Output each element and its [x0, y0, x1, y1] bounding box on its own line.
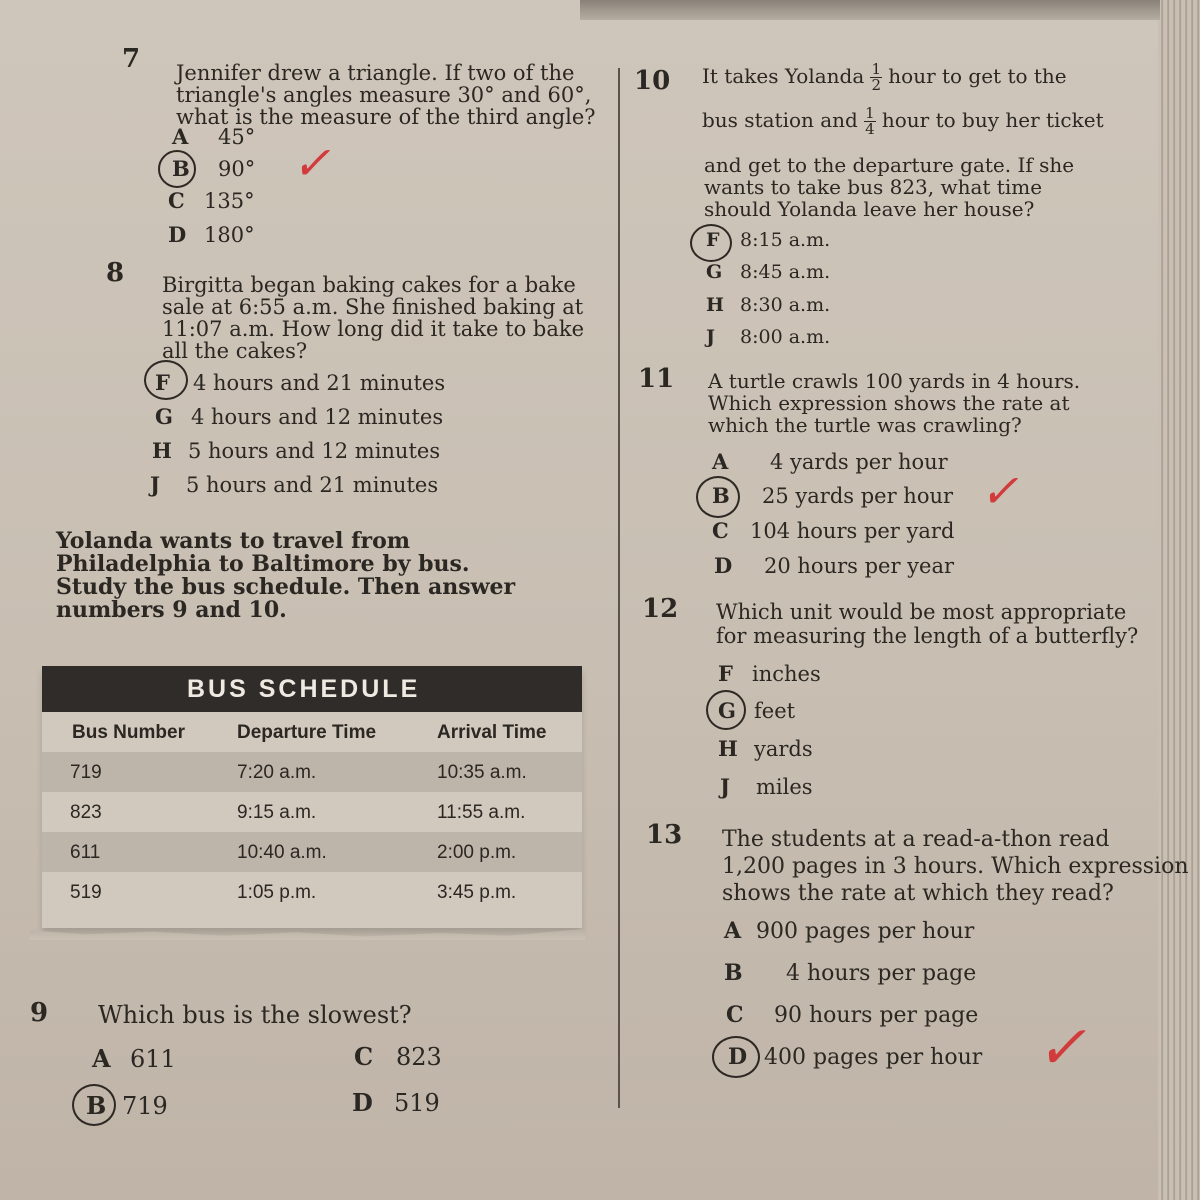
question-10-number: 10	[634, 66, 671, 96]
q8-option-g[interactable]: G 4 hours and 12 minutes	[155, 404, 444, 429]
question-12-stem: Which unit would be most appropriate for measuring the length of a butterfly?	[716, 600, 1139, 648]
table-header-row	[42, 712, 582, 752]
page-top-shadow	[580, 0, 1160, 20]
q9-option-d[interactable]: D 519	[352, 1088, 440, 1117]
q7-option-c[interactable]: C 135°	[168, 188, 255, 213]
question-10-stem-line1: It takes Yolanda $\frac{1}{2}$ hour to get to the	[702, 60, 1067, 94]
q7-checkmark-icon: ✓	[292, 136, 331, 190]
q11-option-d[interactable]: D 20 hours per year	[714, 553, 955, 578]
q13-checkmark-icon: ✓	[1036, 1013, 1087, 1083]
question-11-number: 11	[638, 364, 675, 394]
header-departure-time: Departure Time	[237, 722, 377, 743]
question-10-stem-line2: bus station and $\frac{1}{4}$ hour to buy her ticket	[702, 104, 1104, 138]
question-13-number: 13	[646, 820, 683, 850]
book-page-edges	[1158, 0, 1200, 1200]
cell-bus-number: 719	[70, 762, 102, 783]
cell-arrival: 10:35 a.m.	[437, 762, 527, 783]
column-divider	[618, 68, 620, 1108]
cell-arrival: 2:00 p.m.	[437, 842, 517, 863]
q13-option-d[interactable]: D 400 pages per hour	[728, 1044, 983, 1070]
table-row	[42, 752, 582, 792]
q7-answer-circle	[158, 150, 196, 188]
q8-option-f[interactable]: F 4 hours and 21 minutes	[155, 370, 446, 395]
q10-option-g[interactable]: G 8:45 a.m.	[706, 261, 831, 283]
q9-option-b[interactable]: B 719	[86, 1091, 168, 1120]
header-arrival-time: Arrival Time	[437, 722, 547, 743]
q8-option-j[interactable]: J 5 hours and 21 minutes	[150, 472, 439, 497]
table-row	[42, 832, 582, 872]
q8-option-h[interactable]: H 5 hours and 12 minutes	[152, 438, 441, 463]
q13-option-a[interactable]: A 900 pages per hour	[724, 918, 975, 944]
table-row	[42, 872, 582, 912]
cell-bus-number: 519	[70, 882, 102, 903]
bus-schedule-title: BUS SCHEDULE	[42, 666, 582, 712]
cell-departure: 10:40 a.m.	[237, 842, 327, 863]
question-12-number: 12	[642, 594, 679, 624]
question-9-stem: Which bus is the slowest?	[98, 1001, 412, 1029]
question-11-stem: A turtle crawls 100 yards in 4 hours. Which expression shows the rate at which the turtle was crawling?	[708, 369, 1081, 437]
q12-option-f[interactable]: F inches	[718, 661, 821, 686]
q13-option-b[interactable]: B 4 hours per page	[724, 960, 977, 986]
q13-option-c[interactable]: C 90 hours per page	[726, 1002, 979, 1028]
q9-option-c[interactable]: C 823	[354, 1042, 442, 1071]
q12-option-g[interactable]: G feet	[718, 698, 796, 723]
cell-departure: 1:05 p.m.	[237, 882, 317, 903]
q9-option-a[interactable]: A 611	[92, 1044, 176, 1073]
q10-option-j[interactable]: J 8:00 a.m.	[706, 326, 831, 348]
q10-option-f[interactable]: F 8:15 a.m.	[706, 229, 831, 251]
q12-option-h[interactable]: H yards	[718, 736, 813, 761]
fraction-one-half: $\frac{1}{2}$	[871, 60, 882, 94]
cell-arrival: 11:55 a.m.	[437, 802, 526, 823]
q11-option-c[interactable]: C 104 hours per yard	[712, 518, 955, 543]
cell-arrival: 3:45 p.m.	[437, 882, 517, 903]
question-8-stem: Birgitta began baking cakes for a bake sale at 6:55 a.m. She finished baking at 11:07 a.m. How long did it take to bake all the cakes?	[162, 273, 585, 363]
question-13-stem: The students at a read-a-thon read 1,200 pages in 3 hours. Which expression shows the rate at which they read?	[722, 827, 1189, 906]
fraction-one-quarter: $\frac{1}{4}$	[865, 104, 875, 138]
question-9-number: 9	[30, 998, 49, 1028]
question-8-number: 8	[106, 258, 125, 288]
q11-option-a[interactable]: A 4 yards per hour	[712, 449, 948, 474]
cell-bus-number: 611	[70, 842, 101, 863]
q11-checkmark-icon: ✓	[980, 464, 1019, 518]
header-bus-number: Bus Number	[72, 722, 185, 743]
q7-option-d[interactable]: D 180°	[168, 222, 255, 247]
q12-option-j[interactable]: J miles	[720, 774, 813, 799]
bus-schedule-table	[42, 666, 582, 928]
cell-departure: 9:15 a.m.	[237, 802, 317, 823]
question-10-stem-rest: and get to the departure gate. If she wants to take bus 823, what time should Yolanda leave her house?	[704, 153, 1075, 221]
cell-bus-number: 823	[70, 802, 102, 823]
q7-option-b[interactable]: B 90°	[172, 156, 256, 181]
question-7-stem: Jennifer drew a triangle. If two of the triangle's angles measure 30° and 60°, what is the measure of the third angle?	[176, 61, 596, 129]
q11-option-b[interactable]: B 25 yards per hour	[712, 483, 954, 508]
cell-departure: 7:20 a.m.	[237, 762, 317, 783]
question-7-number: 7	[122, 44, 141, 74]
bus-passage-text: Yolanda wants to travel from Philadelphia to Baltimore by bus. Study the bus schedule. Then answer numbers 9 and 10.	[56, 528, 516, 623]
q10-option-h[interactable]: H 8:30 a.m.	[706, 294, 831, 316]
table-row	[42, 792, 582, 832]
q7-option-a[interactable]: A 45°	[172, 124, 256, 149]
